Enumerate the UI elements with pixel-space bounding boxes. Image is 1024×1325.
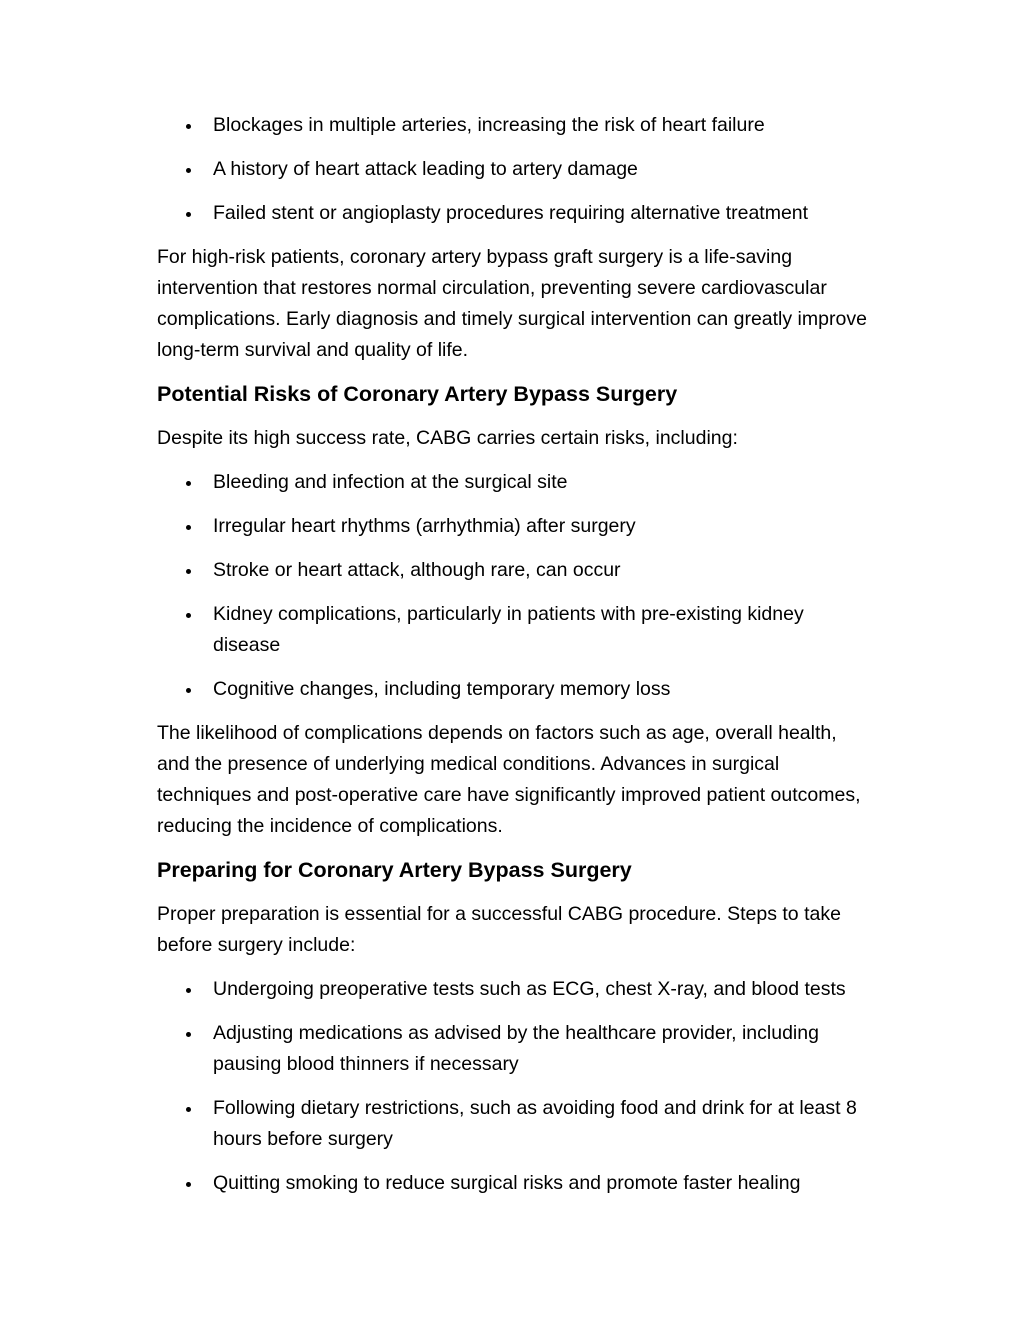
high-risk-paragraph: For high-risk patients, coronary artery bypass graft surgery is a life-saving intervention that restores normal circulation, preventing severe cardiovascular complications. Early diagnosis and timely surgical intervention can greatly improve long-term survival and quality of life.: [157, 246, 867, 361]
list-item: [157, 467, 872, 498]
bullet-icon: [186, 1182, 191, 1187]
list-item: [157, 555, 872, 586]
bullet-icon: [186, 688, 191, 693]
list-item-text: Stroke or heart attack, although rare, can occur: [213, 559, 621, 581]
list-item: [157, 154, 872, 185]
preparation-steps-list: [157, 974, 872, 1199]
bullet-icon: [186, 613, 191, 618]
document-page: [157, 110, 872, 1212]
bullet-icon: [186, 1032, 191, 1037]
list-item: [157, 198, 872, 229]
bullet-icon: [186, 481, 191, 486]
cabg-candidates-list: [157, 110, 872, 229]
list-item: [157, 1168, 872, 1199]
bullet-icon: [186, 124, 191, 129]
list-item-text: Blockages in multiple arteries, increasing the risk of heart failure: [213, 114, 765, 136]
list-item: [157, 674, 872, 705]
complications-paragraph: The likelihood of complications depends on factors such as age, overall health, and the presence of underlying medical conditions. Advances in surgical techniques and post-operative care have significantly improved patient outcomes, reducing the incidence of complications.: [157, 722, 861, 837]
bullet-icon: [186, 212, 191, 217]
risks-heading: Potential Risks of Coronary Artery Bypass Surgery: [157, 382, 678, 406]
risks-intro-paragraph: Despite its high success rate, CABG carries certain risks, including:: [157, 427, 738, 449]
list-item-text: Failed stent or angioplasty procedures requiring alternative treatment: [213, 202, 809, 224]
list-item-text: A history of heart attack leading to artery damage: [213, 158, 638, 180]
list-item: [157, 974, 872, 1005]
list-item-text: Kidney complications, particularly in patients with pre-existing kidney disease: [213, 603, 804, 656]
bullet-icon: [186, 988, 191, 993]
list-item: [157, 110, 872, 141]
bullet-icon: [186, 569, 191, 574]
bullet-icon: [186, 168, 191, 173]
list-item-text: Cognitive changes, including temporary memory loss: [213, 678, 671, 700]
list-item: [157, 1018, 872, 1080]
bullet-icon: [186, 525, 191, 530]
preparation-intro-paragraph: Proper preparation is essential for a successful CABG procedure. Steps to take before surgery include:: [157, 903, 841, 956]
bullet-icon: [186, 1107, 191, 1112]
list-item-text: Adjusting medications as advised by the healthcare provider, including pausing blood thinners if necessary: [213, 1022, 819, 1075]
list-item-text: Undergoing preoperative tests such as ECG, chest X-ray, and blood tests: [213, 978, 846, 1000]
list-item: [157, 599, 872, 661]
list-item-text: Following dietary restrictions, such as avoiding food and drink for at least 8 hours before surgery: [213, 1097, 857, 1150]
list-item-text: Quitting smoking to reduce surgical risks and promote faster healing: [213, 1172, 801, 1194]
list-item: [157, 1093, 872, 1155]
list-item-text: Bleeding and infection at the surgical site: [213, 471, 568, 493]
list-item: [157, 511, 872, 542]
preparation-heading: Preparing for Coronary Artery Bypass Surgery: [157, 858, 632, 882]
risks-list: [157, 467, 872, 705]
list-item-text: Irregular heart rhythms (arrhythmia) after surgery: [213, 515, 636, 537]
